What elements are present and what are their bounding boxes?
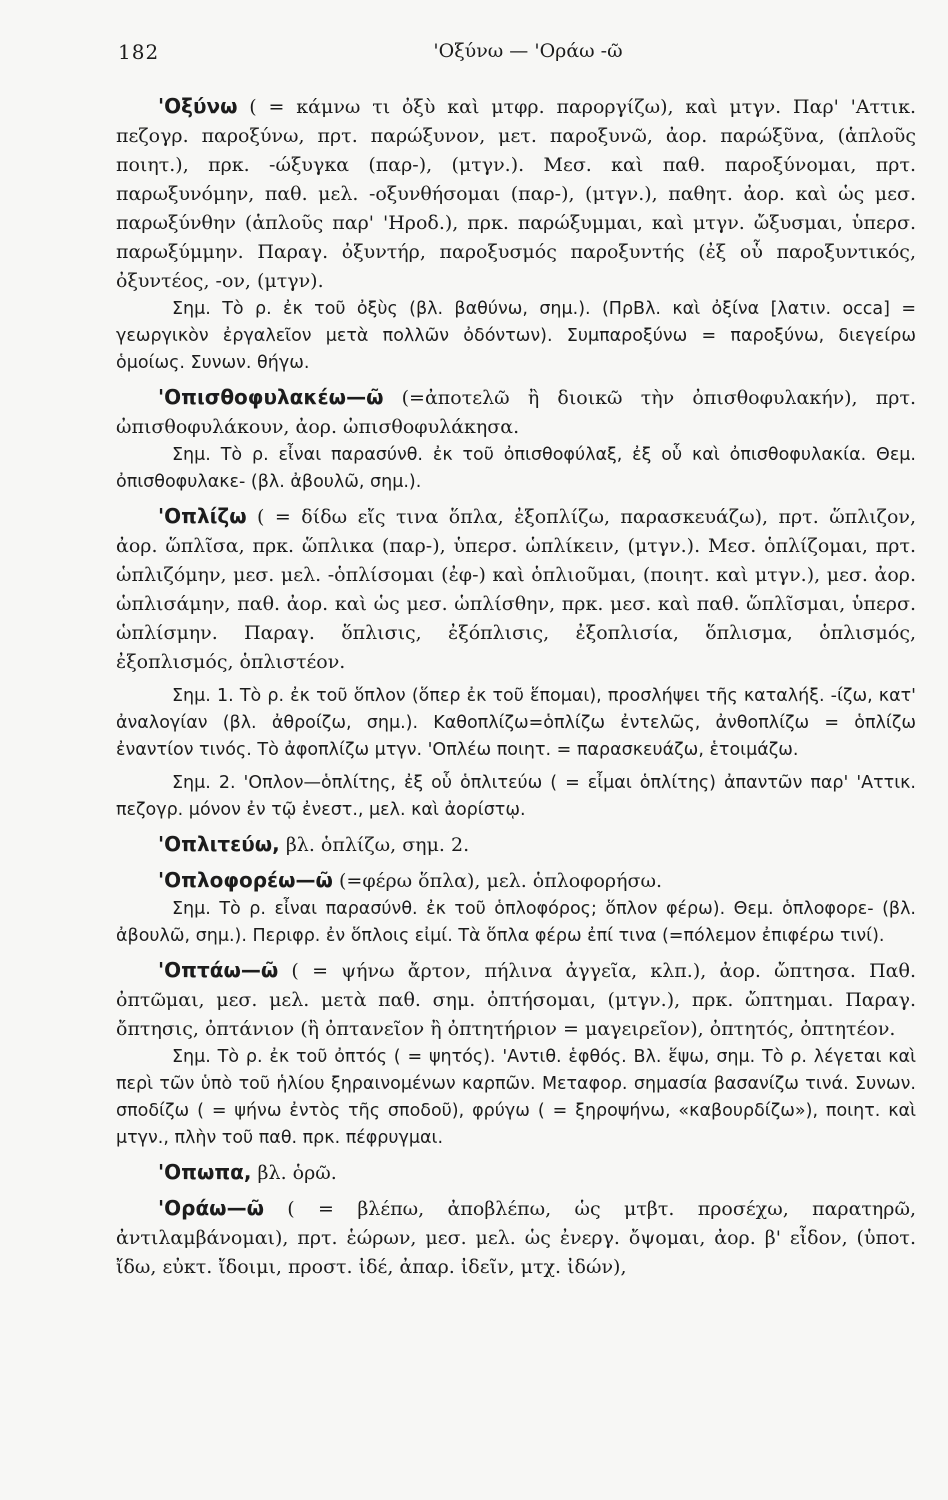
entry-optao	[116, 956, 916, 1044]
entry-text: ( = ψήνω ἄρτον, πήλινα ἀγγεῖα, κλπ.), ἀορ. ὤπτησα. Παθ. ὀπτῶμαι, μεσ. μελ. μετὰ παθ. σημ. ὀπτήσομαι, (μτγν.), πρκ. ὤπτημαι. Παραγ. ὄπτησις, ὀπτάνιον (ἢ ὀπτανεῖον ἢ ὀπτητήριον = μαγειρεῖον), ὀπτητός, ὀπτητέον.	[116, 960, 916, 1040]
entry-text: βλ. ὁπλίζω, σημ. 2.	[279, 834, 470, 856]
headword: 'Οπλιτεύω,	[158, 832, 280, 856]
entry-orao	[116, 1194, 916, 1282]
entry-text: ( = βλέπω, ἀποβλέπω, ὡς μτβτ. προσέχω, παρατηρῶ, ἀντιλαμβάνομαι), πρτ. ἑώρων, μεσ. μελ. ὡς ἐνεργ. ὄψομαι, ἀορ. β' εἶδον, (ὑποτ. ἴδω, εὐκτ. ἴδοιμι, προστ. ἰδέ, ἀπαρ. ἰδεῖν, μτχ. ἰδών),	[116, 1198, 916, 1278]
headword: 'Οπτάω—ῶ	[158, 958, 279, 982]
headword: 'Οπωπα,	[158, 1160, 252, 1184]
entry-note: Σημ. Τὸ ρ. εἶναι παρασύνθ. ἐκ τοῦ ὁπλοφόρος; ὅπλον φέρω). Θεμ. ὁπλοφορε- (βλ. ἀβουλῶ, σημ.). Περιφρ. ἐν ὅπλοις εἰμί. Τὰ ὅπλα φέρω ἐπί τινα (=πόλεμον ἐπιφέρω τινί).	[116, 899, 916, 946]
entry-text: ( = κάμνω τι ὀξὺ καὶ μτφρ. παροργίζω), καὶ μτγν. Παρ' 'Αττικ. πεζογρ. παροξύνω, πρτ. παρώξυνον, μετ. παροξυνῶ, ἀορ. παρώξῦνα, (ἁπλοῦς ποιητ.), πρκ. -ώξυγκα (παρ-), (μτγν.). Μεσ. καὶ παθ. παροξύνομαι, πρτ. παρωξυνόμην, παθ. μελ. -οξυνθήσομαι (παρ-), (μτγν.), παθητ. ἀορ. καὶ ὡς μεσ. παρωξύνθην (ἁπλοῦς παρ' 'Ηροδ.), πρκ. παρώξυμμαι, καὶ μτγν. ὤξυσμαι, ὑπερσ. παρωξύμμην. Παραγ. ὀξυντήρ, παροξυσμός παροξυντής (ἐξ οὗ παροξυντικός, ὀξυντέος, -ον, (μτγν).	[116, 96, 916, 292]
headword: 'Οξύνω	[158, 94, 238, 118]
entry-note: Σημ. Τὸ ρ. ἐκ τοῦ ὀπτός ( = ψητός). 'Αντιθ. ἑφθός. Βλ. ἕψω, σημ. Τὸ ρ. λέγεται καὶ περὶ τῶν ὑπὸ τοῦ ἡλίου ξηραινομένων καρπῶν. Μεταφορ. σημασία βασανίζω τινά. Συνων. σποδίζω ( = ψήνω ἐντὸς τῆς σποδοῦ), φρύγω ( = ξηροψήνω, «καβουρδίζω»), ποιητ. καὶ μτγν., πλὴν τοῦ παθ. πρκ. πέφρυγμαι.	[116, 1047, 916, 1148]
headword: 'Οράω—ῶ	[158, 1196, 264, 1220]
entry-oplitevo	[116, 830, 916, 860]
entry-opisthofylakeo	[116, 383, 916, 442]
entry-opopa	[116, 1158, 916, 1188]
entry-note-2: Σημ. 2. 'Οπλον—ὁπλίτης, ἐξ οὗ ὁπλιτεύω ( = εἶμαι ὁπλίτης) ἀπαντῶν παρ' 'Αττικ. πεζογρ. μόνον ἐν τῷ ἐνεστ., μελ. καὶ ἀορίστῳ.	[116, 773, 916, 820]
headword: 'Οπισθοφυλακέω—ῶ	[158, 385, 384, 409]
headword: 'Οπλοφορέω—ῶ	[158, 868, 333, 892]
entry-oxyno	[116, 92, 916, 296]
entry-oploforeo	[116, 866, 916, 896]
entry-text: ( = δίδω εἴς τινα ὅπλα, ἐξοπλίζω, παρασκευάζω), πρτ. ὥπλιζον, ἀορ. ὥπλῖσα, πρκ. ὥπλικα (παρ-), ὑπερσ. ὡπλίκειν, (μτγν.). Μεσ. ὁπλίζομαι, πρτ. ὡπλιζόμην, μεσ. μελ. -ὁπλίσομαι (ἐφ-) καὶ ὁπλιοῦμαι, (ποιητ. καὶ μτγν.), μεσ. ἀορ. ὡπλισάμην, παθ. ἀορ. καὶ ὡς μεσ. ὡπλίσθην, πρκ. μεσ. καὶ παθ. ὥπλῖσμαι, ὑπερσ. ὡπλίσμην. Παραγ. ὅπλισις, ἐξόπλισις, ἐξοπλισία, ὅπλισμα, ὁπλισμός, ἐξοπλισμός, ὁπλιστέον.	[116, 506, 916, 673]
entry-oplizo	[116, 502, 916, 677]
page-number: 182	[118, 40, 160, 64]
entry-note: Σημ. Τὸ ρ. ἐκ τοῦ ὀξὺς (βλ. βαθύνω, σημ.). (ΠρΒλ. καὶ ὀξίνα [λατιν. occa] = γεωργικὸν ἐργαλεῖον μετὰ πολλῶν ὀδόντων). Συμπαροξύνω = παροξύνω, διεγείρω ὁμοίως. Συνων. θήγω.	[116, 299, 916, 373]
entry-note: Σημ. Τὸ ρ. εἶναι παρασύνθ. ἐκ τοῦ ὀπισθοφύλαξ, ἐξ οὗ καὶ ὀπισθοφυλακία. Θεμ. ὀπισθοφυλακε- (βλ. ἀβουλῶ, σημ.).	[116, 445, 916, 492]
dictionary-content	[116, 92, 916, 1282]
entry-text: βλ. ὁρῶ.	[251, 1162, 337, 1184]
entry-note-1: Σημ. 1. Τὸ ρ. ἐκ τοῦ ὅπλον (ὅπερ ἐκ τοῦ ἕπομαι), προσλήψει τῆς καταλήξ. -ίζω, κατ' ἀναλογίαν (βλ. ἀθροίζω, σημ.). Καθοπλίζω=ὁπλίζω ἐντελῶς, ἀνθοπλίζω = ὁπλίζω ἐναντίον τινός. Τὸ ἀφοπλίζω μτγν. 'Οπλέω ποιητ. = παρασκευάζω, ἑτοιμάζω.	[116, 686, 916, 760]
page-header	[118, 40, 888, 80]
headword: 'Οπλίζω	[158, 504, 247, 528]
running-head: 'Οξύνω — 'Οράω -ῶ	[433, 40, 623, 62]
entry-text: (=φέρω ὅπλα), μελ. ὁπλοφορήσω.	[332, 870, 662, 892]
entry-text: (=ἀποτελῶ ἢ διοικῶ τὴν ὀπισθοφυλακήν), πρτ. ὠπισθοφυλάκουν, ἀορ. ὠπισθοφυλάκησα.	[116, 387, 916, 438]
